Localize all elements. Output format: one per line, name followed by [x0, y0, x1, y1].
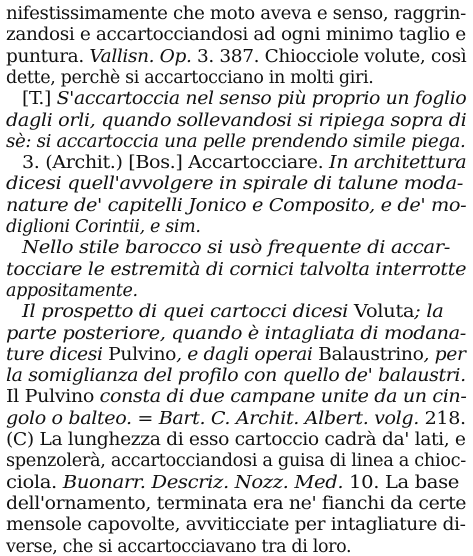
text-segment: S'accartoccia nel senso più proprio un foglio [56, 89, 467, 110]
text-line [6, 535, 351, 556]
text-segment: spenzolerà, accartocciandosi a guisa di linea a chioc- [6, 451, 466, 472]
text-segment: dicesi quell'avvolgere in spirale di talune moda- [6, 174, 464, 195]
text-segment: consta di due campane unite da un cin- [99, 387, 467, 408]
text-segment: Pulvino [108, 344, 177, 365]
text-segment: Balaustrino [318, 344, 424, 365]
text-segment: la somiglianza del profilo con quello de' balaustri. [6, 366, 466, 387]
text-segment: 218. [418, 408, 466, 429]
text-segment: golo o balteo. = Bart. C. Archit. Albert. volg. [6, 408, 419, 429]
text-segment: Vallisn. Op. [89, 46, 192, 67]
text-segment: Nello stile barocco si usò frequente di accar- [22, 238, 450, 259]
text-segment: nature de' capitelli Jonico e Composito, e de' mo- [6, 195, 467, 216]
text-segment: Voluta [353, 302, 415, 323]
text-segment: sè: si accartoccia una pelle prendendo simile piega. [6, 131, 466, 152]
text-segment: puntura. [6, 46, 90, 67]
text-segment: ciola. [6, 472, 63, 493]
text-segment: verse, che si accartocciavano tra di loro. [6, 536, 352, 556]
text-segment: 3. (Archit.) [Bos.] Accartocciare. [22, 153, 330, 174]
text-segment: parte posteriore, quando è intagliata di modana- [6, 323, 466, 344]
text-segment: 10. La base [343, 472, 459, 493]
text-segment: , e dagli operai [176, 344, 319, 365]
text-segment: (C) La lunghezza di esso cartoccio cadrà da' lati, e [6, 430, 466, 450]
text-segment: Il prospetto di quei cartocci dicesi [22, 302, 354, 323]
text-segment: dette, perchè si accartocciano in molti giri. [6, 67, 374, 88]
text-segment: zandosi e accartocciandosi ad ogni minimo taglio e [6, 25, 466, 46]
text-segment: ; la [414, 302, 444, 323]
text-segment: , per [423, 344, 466, 365]
text-segment: 3. 387. Chiocciole volute, così [191, 46, 467, 67]
text-segment: mensole capovolte, avviticciate per intagliature di- [6, 515, 466, 536]
text-segment: Il Pulvino [6, 387, 100, 408]
text-segment: diglioni Corintii, e sim. [6, 217, 201, 237]
text-segment: [T.] [22, 89, 57, 110]
text-segment: ture dicesi [6, 344, 109, 365]
text-segment: Buonarr. Descriz. Nozz. Med. [62, 472, 344, 493]
text-segment: In architettura [329, 153, 467, 174]
text-segment: dell'ornamento, terminata era ne' fianchi da certe [6, 493, 467, 514]
text-segment: appositamente. [6, 280, 138, 301]
text-segment: nifestissimamente che moto aveva e senso, raggrin- [6, 4, 466, 24]
text-segment: tocciare le estremità di cornici talvolta interrotte [6, 259, 467, 280]
text-segment: dagli orli, quando sollevandosi si ripiega sopra di [6, 110, 467, 131]
